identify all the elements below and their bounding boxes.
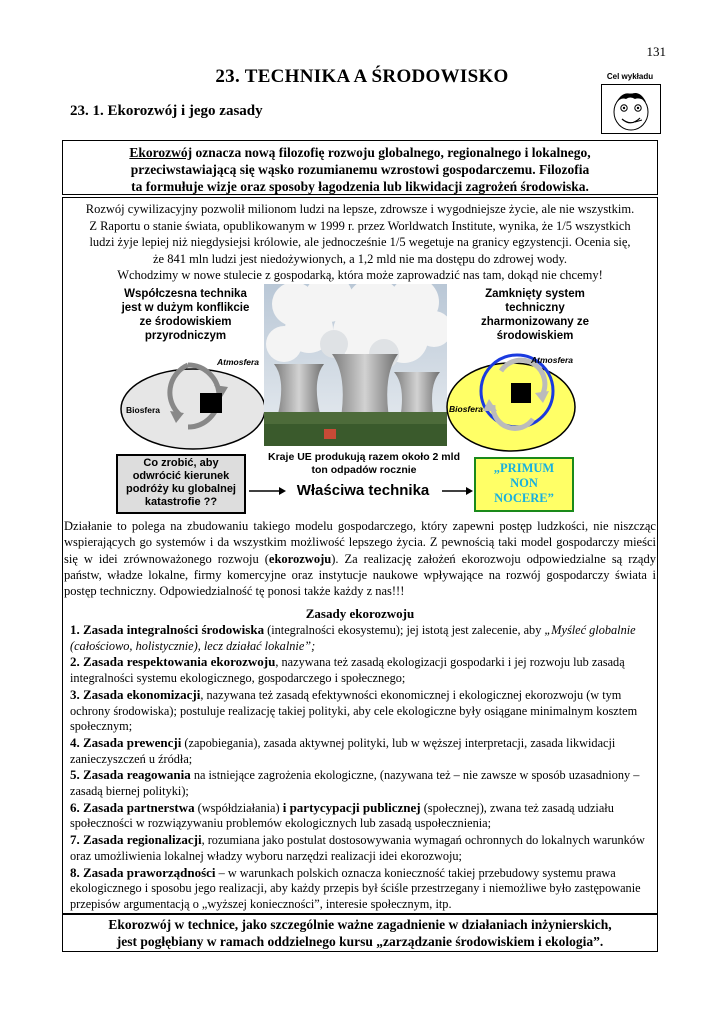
arrow-right-icon — [440, 484, 474, 498]
footer-note-box: Ekorozwój w technice, jako szczególnie ważne zagadnienie w działaniach inżynierskich, jest pogłębiany w ramach oddzielnego kursu „zarządzanie środowiskiem i ekologia”. — [62, 914, 658, 952]
left-diagram-label: Współczesna technika jest w dużym konflikcie ze środowiskiem przyrodniczym — [121, 288, 250, 342]
definition-line-1: Ekorozwój oznacza nową filozofię rozwoju globalnego, regionalnego i lokalnego, — [129, 145, 591, 160]
primum-non-nocere-box: „PRIMUM NON NOCERE” — [474, 457, 574, 512]
biosphere-label: Biosfera — [449, 404, 484, 414]
technosphere-block — [200, 393, 222, 413]
arrow-right-icon — [247, 484, 287, 498]
intro-paragraph: Rozwój cywilizacyjny pozwolił milionom ludzi na lepsze, zdrowsze i wygodniejsze życie, ale nie wszystkim. Z Raportu o stanie świata, opublikowanym w 1999 r. przez Worldwatch Institute, wynika, że 1/5 wszystkich ludzi żyje lepiej niż niegdysiejsi królowie, ale jednocześnie 1/5 wegetuje na granicy egzystencji. Ocenia się, że 841 mln ludzi jest niedożywionych, a 1,2 mld nie ma dostępu do zdrowej wody. Wchodzimy w nowe stulecie z gospodarką, która może zaprowadzić nas tam, dokąd nie chcemy! — [85, 202, 635, 282]
technosphere-block — [511, 383, 531, 403]
proper-technique-label: Właściwa technika — [296, 482, 430, 499]
principle-item: 5. Zasada reagowania na istniejące zagrożenia ekologiczne, (nazywana też – nie zawsze w sposób uzasadniony – zasadą biernej polityki); — [70, 767, 640, 799]
right-diagram-label: Zamknięty system techniczny zharmonizowany ze środowiskiem — [481, 288, 589, 342]
definition-line-2: przeciwstawiającą się wąsko rozumianemu wzrostowi gospodarczemu. Filozofia — [130, 162, 590, 177]
principle-item: 6. Zasada partnerstwa (współdziałania) i partycypacji publicznej (społecznej), zwana też zasadą udziału społeczności w rozwiązywaniu problemów ekologicznych lub zasadą uspołecznienia; — [70, 799, 614, 831]
page-number: 131 — [646, 44, 666, 59]
what-to-do-box: Co zrobić, aby odwrócić kierunek podróży ku globalnej katastrofie ?? — [116, 454, 246, 514]
principle-item: 2. Zasada respektowania ekorozwoju, nazywana też zasadą ekologizacji gospodarki i jej rozwoju lub zasadą integralności systemu ekologicznego, gospodarczego i społecznego; — [70, 654, 625, 686]
definition-line-3: ta formułuje wizje oraz sposoby łagodzenia lub likwidacji zagrożeń środowiska. — [131, 179, 589, 194]
principle-item: 1. Zasada integralności środowiska (integralności ekosystemu); jej istotą jest zalecenie, aby „Myśleć globalnie (całościowo, holistycznie), lecz działać lokalnie”; — [70, 622, 636, 653]
eu-waste-caption: Kraje UE produkują razem około 2 mld ton odpadów rocznie — [268, 451, 460, 476]
principles-title: Zasady ekorozwoju — [305, 606, 415, 621]
cooling-towers-photo — [264, 284, 447, 446]
left-ecosystem-diagram — [118, 345, 268, 453]
section-subtitle: 23. 1. Ekorozwój i jego zasady — [70, 103, 263, 119]
goal-label: Cel wykładu — [606, 72, 654, 81]
biosphere-label: Biosfera — [126, 405, 161, 415]
principle-item: 3. Zasada ekonomizacji, nazywana też zasadą efektywności ekonomicznej i ekologicznej ekorozwoju (w tym ochrony środowiska); postuluje realizację takiej polityki, aby cele ekologiczne były osiągane minimalnym kosztem społecznym; — [70, 686, 638, 734]
principle-item: 7. Zasada regionalizacji, rozumiana jako postulat dostosowywania wymagań ochronnych do lokalnych warunków oraz umożliwienia lokalnej władzy wyboru narzędzi realizacji idei ekorozwoju; — [70, 832, 645, 863]
atmosphere-label: Atmosfera — [217, 357, 260, 367]
atmosphere-label: Atmosfera — [531, 355, 574, 365]
definition-box — [62, 140, 658, 195]
chapter-title: 23. TECHNIKA A ŚRODOWISKO — [215, 66, 509, 87]
principle-item: 4. Zasada prewencji (zapobiegania), zasada aktywnej polityki, lub w węższej interpretacji, zasada likwidacji zanieczyszczeń u źródła; — [70, 734, 616, 766]
principles-list — [70, 622, 654, 913]
model-paragraph: Działanie to polega na zbudowaniu takiego modelu gospodarczego, który zapewni postęp ludzkości, nie niszcząc wspierających go systemów i da wszystkim możliwość lepszego życia. Z pewnością taki model gospodarczy mieści się w idei zrównoważonego rozwoju (ekorozwoju). Za realizację założeń ekorozwoju odpowiedzialne są rządy państw, władze lokalne, firmy komercyjne oraz instytucje naukowe wpływające na rozwój gospodarczy świata i postęp techniczny. Odpowiedzialność tę ponosi także każdy z nas!!! — [64, 519, 656, 599]
smiley-face-icon — [601, 84, 661, 134]
right-ecosystem-diagram — [445, 333, 580, 455]
principle-item: 8. Zasada praworządności – w warunkach polskich oznacza konieczność takiej przebudowy systemu prawa ekologicznego i sposobu jego realizacji, aby każdy przepis był ściśle przestrzegany i niemożliwe było zastępowanie przepisów argumentacją o „wyższej konieczności”, interesie społecznym, itp. — [70, 864, 641, 911]
definition-term: Ekorozwój — [129, 145, 193, 160]
